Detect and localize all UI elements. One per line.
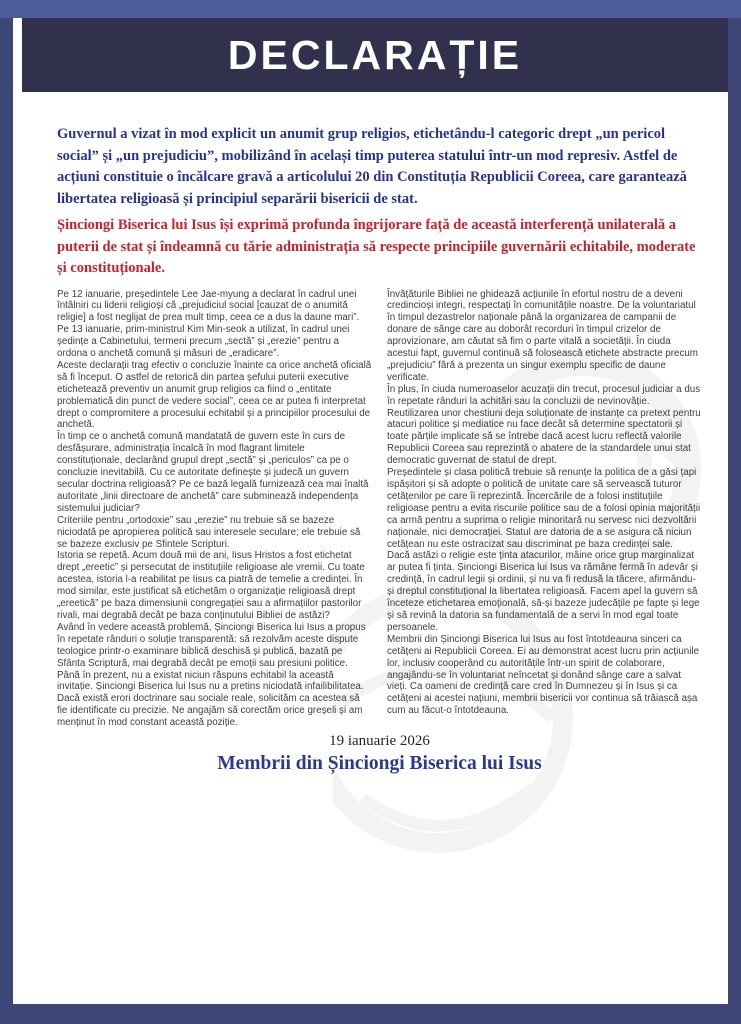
page-title: DECLARAȚIE xyxy=(227,31,523,78)
left-column xyxy=(57,289,372,730)
intro-paragraph-red: Șinciongi Biserica lui Isus își exprimă profunda îngrijorare față de această interferență unilaterală a puterii de stat și îndeamnă cu tărie administrația să respecte principiile guvernării echitabile, moderate și constituționale. xyxy=(57,217,696,276)
document-content xyxy=(13,92,728,1004)
top-accent-strip xyxy=(0,0,741,18)
document-footer xyxy=(57,733,702,775)
body-paragraph: Pe 12 ianuarie, președintele Lee Jae-myung a declarat în cadrul unei întâlniri cu liderii religioși că „prejudiciul social [cauzat de o anumită religie] a fost neglijat de prea mult timp, ceea ce a dus la daune mari”. Pe 13 ianuarie, prim-ministrul Kim Min-seok a utilizat, în cadrul unei ședințe a Cabinetului, termeni precum „sectă” și „erezie” pentru a ordona o anchetă comună și măsuri de „eradicare”. xyxy=(57,288,360,360)
intro-paragraph-blue: Guvernul a vizat în mod explicit un anumit grup religios, etichetându-l categoric drept „un pericol social” și „un prejudiciu”, mobilizând în același timp puterea statului într-un mod represiv. Astfel de acțiuni constituie o încălcare gravă a articolului 20 din Constituția Republicii Coreea, care garantează libertatea religioasă și principiul separării bisericii de stat. xyxy=(57,126,687,207)
body-paragraph: Membrii din Șinciongi Biserica lui Isus au fost întotdeauna sinceri ca cetățeni ai Republicii Coreea. Ei au demonstrat acest lucru prin acțiunile lor, inclusiv cooperând cu autoritățile într-un spirit de colaborare, angajându-se în voluntariat neîncetat și donând sânge care a salvat vieți. Ca oameni de credință care cred în Dumnezeu și în Isus și ca cetățeni ai acestei națiuni, membrii bisericii vor continua să trăiască așa cum au făcut-o întotdeauna. xyxy=(387,633,700,717)
footer-date: 19 ianuarie 2026 xyxy=(329,733,430,750)
two-column-body xyxy=(57,289,702,730)
body-paragraph: În timp ce o anchetă comună mandatată de guvern este în curs de desfășurare, administrația încalcă în mod flagrant limitele constituționale, declarând grupul drept „sectă” și „periculos” ca pe o concluzie inevitabilă. Cu ce autoritate definește și judecă un guvern secular doctrina religioasă? Pe ce bază legală furnizează cea mai înaltă autoritate „linii directoare de anchetă” care subminează independența sistemului judiciar? xyxy=(57,431,369,514)
body-paragraph: Dacă astăzi o religie este ținta atacurilor, mâine orice grup marginalizat ar putea fi ținta. Șinciongi Biserica lui Isus va rămâne fermă în adevăr și credință, în cadrul legii și ordinii, și nu va fi redusă la tăcere, afirmându-și dreptul constituțional la libertatea religioasă. Facem apel la guvern să înceteze etichetarea emoțională, să-și bazeze judecățile pe fapte și lege și să revină la datoria sa fundamentală de a servi în mod egal toate persoanele. xyxy=(387,550,700,633)
body-paragraph: Istoria se repetă. Acum două mii de ani, Iisus Hristos a fost etichetat drept „ereetic” și persecutat de instituțiile religioase ale vremii. Cu toate acestea, istoria l-a reabilitat pe Iisus ca piatră de temelie a credinței. În mod similar, este justificat să etichetăm o organizație religioasă drept „ereetică” pe baza dimensiunii congregației sau a afirmațiilor pastorilor rivali, mai degrabă decât pe baza conținutului Bibliei de astăzi? xyxy=(57,550,365,621)
right-column xyxy=(387,289,702,730)
document-page xyxy=(13,18,728,1004)
body-paragraph: Învățăturile Bibliei ne ghidează acțiunile în efortul nostru de a deveni credincioși integri, respectați în comunitățile noastre. De la voluntariatul în timpul dezastrelor naționale până la organizarea de campanii de donare de sânge care au doborât recorduri în timpul crizelor de aprovizionare, am căutat să fim o parte vitală a societății. În ciuda acestui fapt, guvernul continuă să folosească etichete abstracte precum „prejudiciu” fără a prezenta un singur exemplu specific de daune verificate. xyxy=(387,288,698,383)
body-paragraph: Președintele și clasa politică trebuie să renunțe la politica de a găsi țapi ispășitori și să adopte o politică de unitate care să servească tuturor cetățenilor pe care îi reprezintă. Încercările de a folosi instituțiile religioase pentru a evita riscurile politice sau de a folosi opinia majorității ca armă pentru a suprima o religie minoritară nu servesc nici dezvoltării naționale, nici democrației. Statul are datoria de a se asigura că niciun cetățean nu este ostracizat sau discriminat pe baza credinței sale. xyxy=(387,467,701,550)
title-banner xyxy=(22,18,728,92)
body-paragraph: În plus, în ciuda numeroaselor acuzații din trecut, procesul judiciar a dus în repetate rânduri la achitări sau la concluzii de nevinovăție. Reutilizarea unor chestiuni deja soluționate de instanțe ca pretext pentru atacuri politice și mediatice nu face decât să determine spectatorii și toate părțile implicate să se întrebe dacă acest lucru reflectă valorile Republicii Coreea sau reprezintă o abatere de la standardele unui stat democratic guvernat de statul de drept. xyxy=(387,383,701,467)
body-paragraph: Aceste declarații trag efectiv o concluzie înainte ca orice anchetă oficială să fi început. O astfel de retorică din partea șefului puterii executive etichetează preventiv un anumit grup religios ca fiind o „entitate problematică din punct de vedere social”, ceea ce ar putea fi interpretat drept o compromitere a procesului echitabil și a principiilor procesului de anchetă. xyxy=(57,359,372,431)
footer-signature: Membrii din Șinciongi Biserica lui Isus xyxy=(217,753,542,775)
body-paragraph: Criteriile pentru „ortodoxie” sau „erezie” nu trebuie să se bazeze niciodată pe apropierea politică sau interesele seculare; ele trebuie să se bazeze exclusiv pe Sfintele Scripturi. xyxy=(57,514,361,550)
body-paragraph: Având în vedere această problemă, Șinciongi Biserica lui Isus a propus în repetate rânduri o soluție transparentă: să rezolvăm aceste dispute teologice printr-o examinare biblică deschisă și publică, bazată pe Sfânta Scriptură, mai degrabă decât pe emoții sau presiuni politice. Până în prezent, nu a existat niciun răspuns echitabil la această invitație. Șinciongi Biserica lui Isus nu a pretins niciodată infailibilitatea. Dacă există erori doctrinare sau sociale reale, solicităm ca acestea să fie identificate cu precizie. Ne angajăm să corectăm orice greșeli și am menținut în mod constant această poziție. xyxy=(57,621,366,729)
